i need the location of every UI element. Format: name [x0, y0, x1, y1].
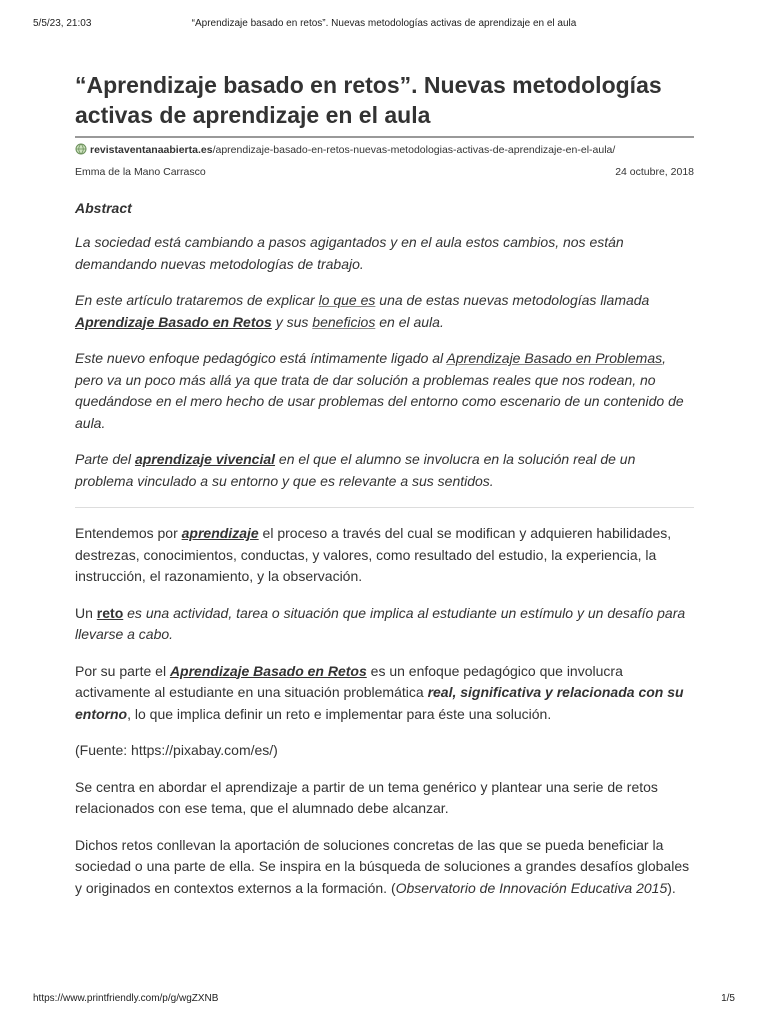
text-span: , pero va un poco más allá ya que trata de dar solución a problemas reales que nos rodean, no quedándose en el mero hecho de usar problemas del entorno como escenario de un contenido de aula.	[75, 350, 684, 431]
body-paragraph: Se centra en abordar el aprendizaje a partir de un tema genérico y plantear una serie de retos relacionados con ese tema, que el alumnado debe alcanzar.	[75, 778, 658, 816]
link-aprendizaje-basado-en-problemas[interactable]: Aprendizaje Basado en Problemas	[446, 350, 663, 366]
text-span: En este artículo trataremos de explicar	[75, 292, 319, 308]
text-span: Un	[75, 604, 97, 621]
emphasis-text: real, significativa y relacionada con su entorno	[75, 684, 684, 722]
text-span: y sus	[271, 313, 313, 330]
source-link[interactable]	[90, 144, 615, 156]
source-line	[75, 142, 694, 158]
body-paragraph	[75, 603, 694, 646]
text-span: en el que el alumno se involucra en la solución real de un problema vinculado a su entorno y que es relevante a sus sentidos.	[75, 451, 636, 489]
abstract-section	[75, 200, 694, 492]
article-body	[75, 523, 694, 899]
page-number: 1/5	[721, 993, 735, 1004]
citation-text: Observatorio de Innovación Educativa 2015	[395, 879, 668, 896]
text-span: Parte del	[75, 451, 135, 467]
article-title: “Aprendizaje basado en retos”. Nuevas metodologías activas de aprendizaje en el aula	[75, 70, 694, 138]
print-datetime: 5/5/23, 21:03	[33, 18, 92, 29]
text-span: Dichos retos conllevan la aportación de soluciones concretas de las que se pueda beneficiar la sociedad o una parte de ella. Se inspira en la búsqueda de soluciones a grandes desafíos globales y originados en contextos externos a la formación. (	[75, 836, 690, 896]
abstract-paragraph	[75, 348, 694, 434]
text-span: , lo que implica definir un reto e implementar para éste una solución.	[127, 705, 552, 722]
link-aprendizaje-vivencial[interactable]: aprendizaje vivencial	[134, 451, 276, 467]
abstract-heading: Abstract	[75, 200, 132, 216]
text-span: Por su parte el	[75, 662, 170, 679]
link-aprendizaje-basado-en-retos[interactable]: Aprendizaje Basado en Retos	[75, 313, 272, 330]
article-meta	[75, 166, 694, 182]
text-span: en el aula.	[375, 313, 444, 330]
source-path: /aprendizaje-basado-en-retos-nuevas-metodologias-activas-de-aprendizaje-en-el-aula/	[212, 144, 616, 156]
body-paragraph	[75, 661, 694, 726]
abstract-paragraph	[75, 449, 694, 492]
link-lo-que-es[interactable]: lo que es	[318, 292, 376, 308]
text-span: el proceso a través del cual se modifican y adquieren habilidades, destrezas, conocimientos, conductas, y valores, como resultado del estudio, la experiencia, la instrucción, el razonamiento, y la observación.	[75, 525, 672, 584]
text-span: es una actividad, tarea o situación que implica al estudiante un estímulo y un desafío para llevarse a cabo.	[75, 604, 686, 642]
print-footer	[33, 993, 735, 1007]
globe-icon	[75, 143, 87, 155]
section-divider	[75, 507, 694, 508]
author-name: Emma de la Mano Carrasco	[75, 166, 206, 178]
abstract-paragraph	[75, 290, 694, 333]
text-span: una de estas nuevas metodologías llamada	[375, 292, 650, 308]
body-paragraph	[75, 835, 694, 900]
link-aprendizaje-basado-en-retos-2[interactable]: Aprendizaje Basado en Retos	[169, 662, 367, 679]
publish-date: 24 octubre, 2018	[615, 166, 694, 178]
footer-url: https://www.printfriendly.com/p/g/wgZXNB	[33, 993, 219, 1004]
image-credit: (Fuente: https://pixabay.com/es/)	[75, 742, 278, 758]
text-span: ).	[667, 879, 676, 896]
link-aprendizaje[interactable]: aprendizaje	[181, 525, 259, 541]
link-beneficios[interactable]: beneficios	[312, 313, 376, 330]
abstract-paragraph: La sociedad está cambiando a pasos agigantados y en el aula estos cambios, nos están demandando nuevas metodologías de trabajo.	[75, 234, 624, 272]
text-span: Este nuevo enfoque pedagógico está íntimamente ligado al	[75, 350, 447, 366]
link-reto[interactable]: reto	[96, 604, 124, 621]
text-span: es un enfoque pedagógico que involucra activamente al estudiante en una situación problemática	[75, 662, 623, 700]
print-title: “Aprendizaje basado en retos”. Nuevas metodologías activas de aprendizaje en el aula	[191, 18, 577, 29]
print-header	[33, 18, 735, 32]
body-paragraph	[75, 523, 694, 588]
text-span: Entendemos por	[75, 525, 182, 541]
source-domain: revistaventanaabierta.es	[90, 144, 213, 156]
article	[75, 70, 694, 899]
